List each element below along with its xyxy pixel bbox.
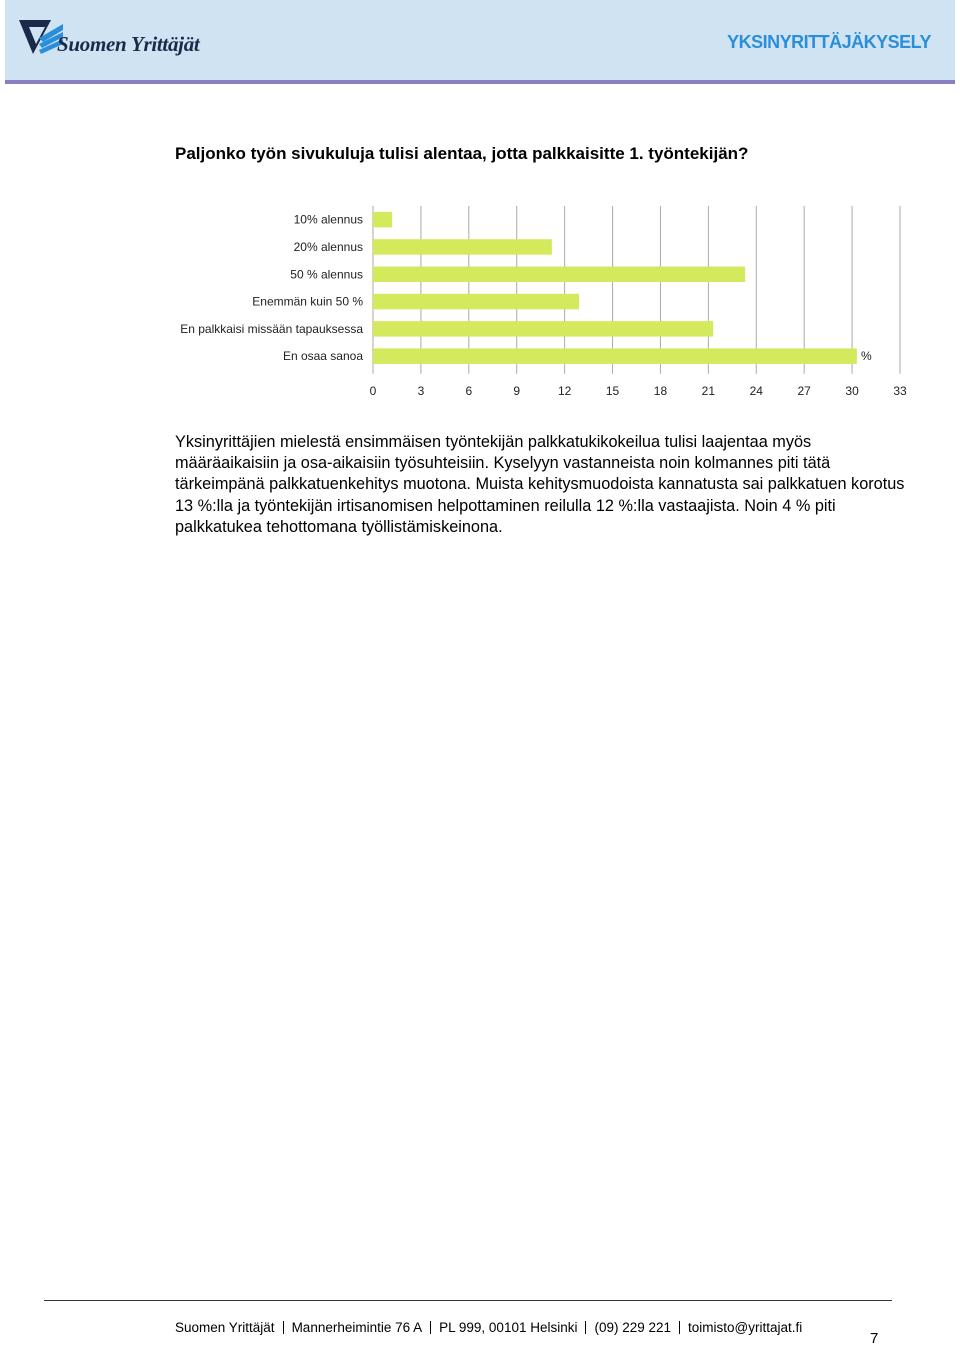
- x-tick-label: 9: [513, 383, 521, 398]
- bar: [373, 294, 579, 310]
- x-tick-label: 0: [369, 383, 377, 398]
- bar-chart: [160, 200, 920, 410]
- footer-organization: Suomen Yrittäjät: [175, 1320, 275, 1335]
- x-tick-label: 15: [605, 383, 620, 398]
- logo: [19, 18, 239, 62]
- category-label: Enemmän kuin 50 %: [252, 294, 363, 309]
- x-tick-label: 6: [465, 383, 473, 398]
- x-tick-label: 18: [653, 383, 668, 398]
- unit-label: %: [861, 349, 872, 364]
- footer-separator: [679, 1321, 680, 1334]
- x-tick-label: 33: [893, 383, 907, 398]
- question-heading: Paljonko työn sivukuluja tulisi alentaa, jotta palkkaisitte 1. työntekijän?: [175, 144, 749, 163]
- category-label: 50 % alennus: [290, 267, 363, 282]
- footer: [175, 1320, 802, 1335]
- bar: [373, 267, 745, 283]
- category-label: 20% alennus: [293, 239, 363, 254]
- footer-separator: [585, 1321, 586, 1334]
- logo-text: Suomen Yrittäjät: [57, 32, 200, 56]
- page-header: [5, 0, 955, 84]
- bar: [373, 212, 392, 228]
- x-tick-label: 3: [417, 383, 425, 398]
- footer-email[interactable]: toimisto@yrittajat.fi: [688, 1320, 803, 1335]
- bar: [373, 239, 552, 255]
- header-title: YKSINYRITTÄJÄKYSELY: [727, 32, 931, 52]
- footer-phone: (09) 229 221: [594, 1320, 672, 1335]
- x-tick-label: 21: [701, 383, 716, 398]
- category-label: En palkkaisi missään tapauksessa: [180, 321, 363, 336]
- bar: [373, 321, 713, 337]
- footer-separator: [283, 1321, 284, 1334]
- footer-divider: [44, 1300, 892, 1301]
- category-label: 10% alennus: [293, 212, 363, 227]
- footer-postal: PL 999, 00101 Helsinki: [439, 1320, 578, 1335]
- x-tick-label: 12: [557, 383, 572, 398]
- x-tick-label: 27: [797, 383, 811, 398]
- body-paragraph: Yksinyrittäjien mielestä ensimmäisen työntekijän palkkatukikokeilua tulisi laajentaa myös määräaikaisiin ja osa-aikaisiin työsuhteisiin. Kyselyyn vastanneista noin kolmannes piti tätä tärkeimpänä palkkatuenkehitys muotona. Muista kehitysmuodoista kannatusta sai palkkatuen korotus 13 %:lla ja työntekijän irtisanomisen helpottaminen reilulla 12 %:lla vastaajista. Noin 4 % piti palkkatukea tehottomana työllistämiskeinona.: [175, 433, 905, 536]
- footer-address: Mannerheimintie 76 A: [291, 1320, 423, 1335]
- footer-separator: [430, 1321, 431, 1334]
- x-tick-label: 24: [749, 383, 763, 398]
- page-number: 7: [870, 1330, 879, 1347]
- x-tick-label: 30: [845, 383, 859, 398]
- category-label: En osaa sanoa: [282, 349, 363, 364]
- bar: [373, 348, 857, 364]
